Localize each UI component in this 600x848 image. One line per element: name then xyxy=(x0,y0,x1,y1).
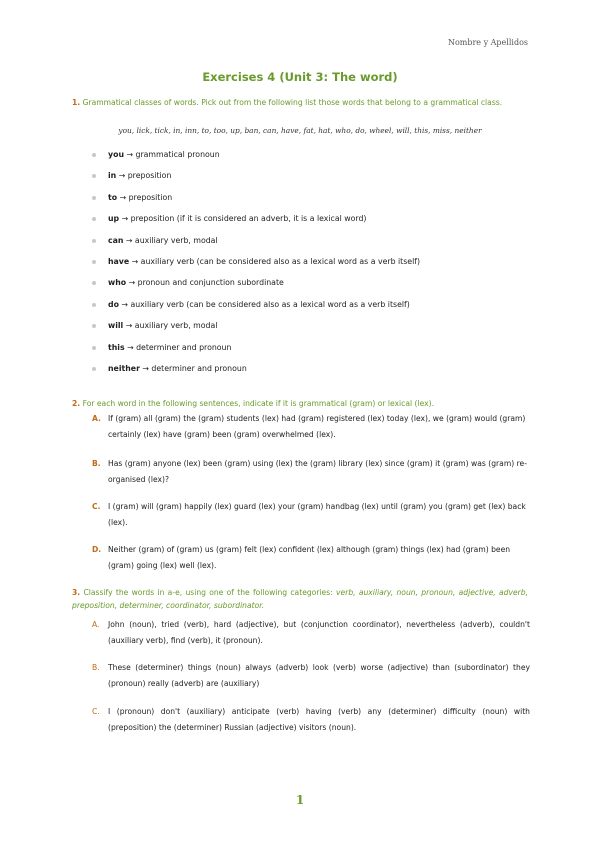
question-3 xyxy=(72,586,528,612)
list-item-word: neither xyxy=(108,363,140,373)
question-3-text: Classify the words in a-e, using one of the following categories: xyxy=(83,588,337,597)
bullet-icon xyxy=(92,196,96,200)
list-item-word: in xyxy=(108,171,117,181)
item-label: A. xyxy=(92,620,100,629)
list-item-desc: → determiner and pronoun xyxy=(124,342,232,352)
question-1-text: Grammatical classes of words. Pick out from the following list those words that belong to a grammatical class. xyxy=(82,98,503,107)
item-label: B. xyxy=(92,663,100,672)
list-item xyxy=(92,255,420,276)
item-label: B. xyxy=(92,459,101,468)
question-3-item-a xyxy=(92,617,530,648)
list-item-word: you xyxy=(108,150,124,159)
bullet-icon xyxy=(92,303,96,307)
list-item-word: do xyxy=(108,299,119,309)
answer-list-1 xyxy=(92,148,420,383)
list-item xyxy=(92,298,420,319)
list-item-desc: → auxiliary verb (can be considered also as a lexical word as a verb itself) xyxy=(129,256,421,266)
bullet-icon xyxy=(92,153,96,157)
item-text: John (noun), tried (verb), hard (adjective), but (conjunction coordinator), nevertheless (adverb), couldn't (auxiliary verb), find (verb), it (pronoun). xyxy=(108,620,530,645)
question-1 xyxy=(72,96,528,109)
list-item xyxy=(92,169,420,190)
question-3-number: 3. xyxy=(72,588,81,597)
list-item-desc: → grammatical pronoun xyxy=(124,150,220,159)
page-number: 1 xyxy=(295,793,305,807)
list-item xyxy=(92,212,420,233)
list-item-desc: → auxiliary verb, modal xyxy=(123,321,218,331)
question-2-text: For each word in the following sentences, indicate if it is grammatical (gram) or lexical (lex). xyxy=(82,399,434,408)
item-label: D. xyxy=(92,545,102,554)
list-item-desc: → auxiliary verb, modal xyxy=(123,235,218,245)
bullet-icon xyxy=(92,239,96,243)
question-3-item-b xyxy=(92,660,530,691)
list-item-word: up xyxy=(108,214,120,224)
list-item xyxy=(92,148,420,169)
bullet-icon xyxy=(92,281,96,285)
item-text: Has (gram) anyone (lex) been (gram) using (lex) the (gram) library (lex) since (gram) it (gram) was (gram) re-organised (lex)? xyxy=(108,459,527,484)
list-item-desc: → auxiliary verb (can be considered also as a lexical word as a verb itself) xyxy=(118,299,410,309)
bullet-icon xyxy=(92,324,96,328)
item-text: These (determiner) things (noun) always (adverb) look (verb) worse (adjective) than (subordinator) they (pronoun) really (adverb) are (auxiliary) xyxy=(108,663,530,688)
question-2-item-a xyxy=(92,411,530,442)
list-item-desc: → pronoun and conjunction subordinate xyxy=(126,278,284,288)
list-item xyxy=(92,191,420,212)
list-item-word: will xyxy=(108,321,124,331)
list-item xyxy=(92,341,420,362)
word-list: you, lick, tick, in, inn, to, too, up, ban, can, have, fat, hat, who, do, wheel, will, this, miss, neither xyxy=(118,126,482,135)
page-title: Exercises 4 (Unit 3: The word) xyxy=(202,70,398,84)
question-3-categories: verb, auxiliary, noun, pronoun, adjective, adverb, preposition, determiner, coordinator, subordinator. xyxy=(72,588,528,610)
question-2 xyxy=(72,397,528,410)
list-item-word: to xyxy=(108,192,118,202)
bullet-icon xyxy=(92,367,96,371)
item-label: C. xyxy=(92,502,101,511)
bullet-icon xyxy=(92,174,96,178)
list-item xyxy=(92,234,420,255)
question-2-number: 2. xyxy=(72,399,81,408)
list-item-desc: → preposition (if it is considered an adverb, it is a lexical word) xyxy=(119,214,367,224)
list-item-word: this xyxy=(108,342,125,352)
list-item-desc: → determiner and pronoun xyxy=(139,363,247,373)
item-label: A. xyxy=(92,414,101,423)
list-item-word: have xyxy=(108,256,130,266)
question-3-item-c xyxy=(92,704,530,735)
question-1-number: 1. xyxy=(72,98,81,107)
bullet-icon xyxy=(92,217,96,221)
list-item xyxy=(92,319,420,340)
bullet-icon xyxy=(92,346,96,350)
item-text: I (pronoun) don't (auxiliary) anticipate (verb) having (verb) any (determiner) difficulty (noun) with (preposition) the (determiner) Russian (adjective) visitors (noun). xyxy=(108,707,530,732)
question-2-item-b xyxy=(92,456,530,487)
list-item xyxy=(92,362,420,383)
bullet-icon xyxy=(92,260,96,264)
list-item-desc: → preposition xyxy=(116,171,172,181)
item-label: C. xyxy=(92,707,100,716)
list-item-word: can xyxy=(108,235,124,245)
list-item-word: who xyxy=(108,278,127,288)
question-2-item-d xyxy=(92,542,530,573)
item-text: If (gram) all (gram) the (gram) students (lex) had (gram) registered (lex) today (lex), we (gram) would (gram) certainly (lex) have (gram) been (gram) overwhelmed (lex). xyxy=(108,414,526,439)
list-item xyxy=(92,276,420,297)
question-2-item-c xyxy=(92,499,530,530)
header-author: Nombre y Apellidos xyxy=(447,38,528,47)
item-text: Neither (gram) of (gram) us (gram) felt (lex) confident (lex) although (gram) things (lex) had (gram) been (gram) going (lex) well (lex). xyxy=(108,545,511,570)
item-text: I (gram) will (gram) happily (lex) guard (lex) your (gram) handbag (lex) until (gram) you (gram) get (lex) back (lex). xyxy=(108,502,526,527)
list-item-desc: → preposition xyxy=(117,192,173,202)
